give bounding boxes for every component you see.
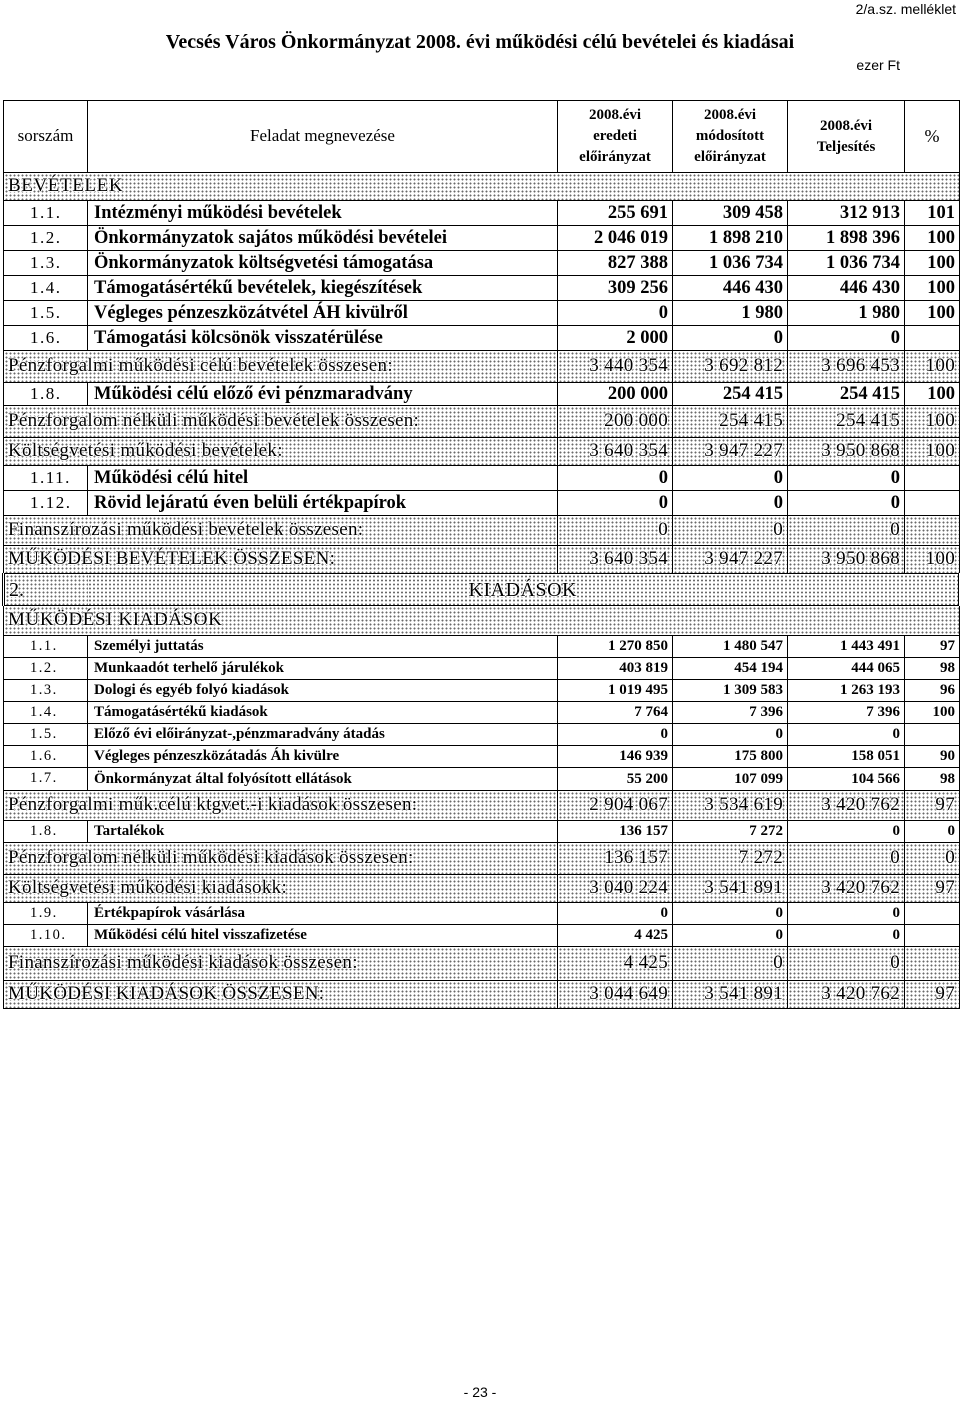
modified-appropriation-value: 175 800 <box>673 746 788 768</box>
line-item-row <box>4 903 960 925</box>
original-appropriation-value: 146 939 <box>558 746 673 768</box>
performance-percent-value <box>905 516 960 546</box>
item-name: Támogatási kölcsönök visszatérülése <box>88 326 558 351</box>
modified-appropriation-value: 107 099 <box>673 768 788 791</box>
performance-percent-value <box>905 903 960 925</box>
actual-performance-value: 3 696 453 <box>788 351 905 383</box>
performance-percent-value: 97 <box>905 875 960 903</box>
row-number: 1.7. <box>4 768 88 791</box>
performance-percent-value <box>905 491 960 516</box>
line-item-row <box>4 658 960 680</box>
line-item-row <box>4 201 960 226</box>
annex-label: 2/a.sz. melléklet <box>855 1 956 17</box>
original-appropriation-value: 309 256 <box>558 276 673 301</box>
item-name: Végleges pénzeszközátvétel ÁH kivülről <box>88 301 558 326</box>
expenditure-heading: MŰKÖDÉSI KIADÁSOK <box>4 606 960 636</box>
column-header-line: 2008.évi <box>703 107 757 123</box>
performance-percent-value: 98 <box>905 658 960 680</box>
modified-appropriation-value: 454 194 <box>673 658 788 680</box>
actual-performance-value: 0 <box>788 843 905 875</box>
column-header-line: 2008.évi <box>588 107 642 123</box>
original-appropriation-value: 0 <box>558 491 673 516</box>
line-item-row <box>4 746 960 768</box>
modified-appropriation-value: 1 980 <box>673 301 788 326</box>
modified-appropriation-value: 1 036 734 <box>673 251 788 276</box>
subtotal-row <box>4 947 960 981</box>
modified-appropriation-value: 446 430 <box>673 276 788 301</box>
column-header-line: előirányzat <box>694 149 766 165</box>
modified-appropriation-value: 0 <box>673 947 788 981</box>
item-name: Tartalékok <box>88 821 558 843</box>
item-name: Rövid lejáratú éven belüli értékpapírok <box>88 491 558 516</box>
subtotal-row <box>4 406 960 438</box>
original-appropriation-value: 3 044 649 <box>558 981 673 1009</box>
subtotal-label: Pénzforgalom nélküli működési bevételek összesen: <box>4 406 558 438</box>
item-name: Támogatásértékű bevételek, kiegészítések <box>88 276 558 301</box>
original-appropriation-value: 7 764 <box>558 702 673 724</box>
item-name: Támogatásértékű kiadások <box>88 702 558 724</box>
performance-percent-value: 100 <box>905 702 960 724</box>
section-title-row <box>4 574 960 606</box>
subtotal-row <box>4 438 960 466</box>
line-item-row <box>4 925 960 947</box>
item-name: Végleges pénzeszközátadás Áh kivülre <box>88 746 558 768</box>
subtotal-label: Finanszírozási működési bevételek összesen: <box>4 516 558 546</box>
column-header-line: eredeti <box>593 128 637 144</box>
actual-performance-value: 1 036 734 <box>788 251 905 276</box>
modified-appropriation-value: 3 534 619 <box>673 791 788 821</box>
column-header-line: módosított <box>695 128 765 144</box>
modified-appropriation-value: 0 <box>673 491 788 516</box>
actual-performance-value: 0 <box>788 466 905 491</box>
modified-appropriation-value: 3 541 891 <box>673 981 788 1009</box>
column-header-row <box>4 101 960 173</box>
performance-percent-value: 97 <box>905 981 960 1009</box>
item-name: Személyi juttatás <box>88 636 558 658</box>
original-appropriation-value: 255 691 <box>558 201 673 226</box>
original-appropriation-value: 0 <box>558 903 673 925</box>
modified-appropriation-value: 309 458 <box>673 201 788 226</box>
modified-appropriation-value: 0 <box>673 903 788 925</box>
row-number: 1.12. <box>4 491 88 516</box>
performance-percent-value: 100 <box>905 351 960 383</box>
column-header-number: sorszám <box>4 101 88 173</box>
performance-percent-value: 100 <box>905 546 960 574</box>
modified-appropriation-value: 1 480 547 <box>673 636 788 658</box>
subtotal-row <box>4 351 960 383</box>
modified-appropriation-value: 7 396 <box>673 702 788 724</box>
section-heading-row <box>4 173 960 201</box>
row-number: 1.6. <box>4 326 88 351</box>
actual-performance-value: 1 263 193 <box>788 680 905 702</box>
column-header-percent: % <box>905 101 960 173</box>
actual-performance-value: 7 396 <box>788 702 905 724</box>
actual-performance-value: 3 420 762 <box>788 981 905 1009</box>
actual-performance-value: 254 415 <box>788 406 905 438</box>
actual-performance-value: 158 051 <box>788 746 905 768</box>
original-appropriation-value: 2 904 067 <box>558 791 673 821</box>
original-appropriation-value: 3 640 354 <box>558 546 673 574</box>
performance-percent-value: 0 <box>905 843 960 875</box>
item-name: Működési célú hitel visszafizetése <box>88 925 558 947</box>
performance-percent-value: 97 <box>905 791 960 821</box>
actual-performance-value: 0 <box>788 724 905 746</box>
line-item-row <box>4 466 960 491</box>
actual-performance-value: 312 913 <box>788 201 905 226</box>
original-appropriation-value: 3 640 354 <box>558 438 673 466</box>
subtotal-row <box>4 516 960 546</box>
modified-appropriation-value: 1 309 583 <box>673 680 788 702</box>
original-appropriation-value: 403 819 <box>558 658 673 680</box>
line-item-row <box>4 276 960 301</box>
line-item-row <box>4 226 960 251</box>
actual-performance-value: 0 <box>788 925 905 947</box>
performance-percent-value: 96 <box>905 680 960 702</box>
document-title: Vecsés Város Önkormányzat 2008. évi működési célú bevételei és kiadásai <box>165 31 795 53</box>
modified-appropriation-value: 0 <box>673 925 788 947</box>
column-header-line: 2008.évi <box>819 117 873 134</box>
item-name: Munkaadót terhelő járulékok <box>88 658 558 680</box>
row-number: 1.1. <box>4 636 88 658</box>
actual-performance-value: 3 950 868 <box>788 438 905 466</box>
subtotal-row <box>4 875 960 903</box>
item-name: Működési célú hitel <box>88 466 558 491</box>
expenditure-heading-group <box>4 574 960 636</box>
row-number: 1.4. <box>4 276 88 301</box>
original-appropriation-value: 827 388 <box>558 251 673 276</box>
original-appropriation-value: 136 157 <box>558 821 673 843</box>
column-header-modified <box>673 101 788 173</box>
modified-appropriation-value: 3 947 227 <box>673 546 788 574</box>
modified-appropriation-value: 3 947 227 <box>673 438 788 466</box>
original-appropriation-value: 0 <box>558 466 673 491</box>
item-name: Működési célú előző évi pénzmaradvány <box>88 383 558 406</box>
row-number: 1.9. <box>4 903 88 925</box>
modified-appropriation-value: 0 <box>673 326 788 351</box>
column-header-original <box>558 101 673 173</box>
section-number: 2. <box>4 574 88 606</box>
line-item-row <box>4 491 960 516</box>
budget-table <box>2 100 960 1009</box>
actual-performance-value: 254 415 <box>788 383 905 406</box>
performance-percent-value: 101 <box>905 201 960 226</box>
actual-performance-value: 1 980 <box>788 301 905 326</box>
original-appropriation-value: 2 046 019 <box>558 226 673 251</box>
original-appropriation-value: 55 200 <box>558 768 673 791</box>
performance-percent-value: 100 <box>905 406 960 438</box>
column-header-actual <box>788 101 905 173</box>
actual-performance-value: 3 420 762 <box>788 791 905 821</box>
original-appropriation-value: 200 000 <box>558 406 673 438</box>
actual-performance-value: 444 065 <box>788 658 905 680</box>
original-appropriation-value: 0 <box>558 724 673 746</box>
performance-percent-value: 100 <box>905 383 960 406</box>
actual-performance-value: 1 898 396 <box>788 226 905 251</box>
row-number: 1.10. <box>4 925 88 947</box>
line-item-row <box>4 326 960 351</box>
section-heading-row <box>4 606 960 636</box>
performance-percent-value: 100 <box>905 276 960 301</box>
row-number: 1.2. <box>4 226 88 251</box>
actual-performance-value: 0 <box>788 903 905 925</box>
line-item-row <box>4 383 960 406</box>
actual-performance-value: 0 <box>788 326 905 351</box>
actual-performance-value: 446 430 <box>788 276 905 301</box>
actual-performance-value: 3 950 868 <box>788 546 905 574</box>
original-appropriation-value: 3 040 224 <box>558 875 673 903</box>
row-number: 1.6. <box>4 746 88 768</box>
original-appropriation-value: 4 425 <box>558 947 673 981</box>
row-number: 1.8. <box>4 821 88 843</box>
row-number: 1.8. <box>4 383 88 406</box>
subtotal-row <box>4 546 960 574</box>
performance-percent-value: 100 <box>905 301 960 326</box>
modified-appropriation-value: 3 692 812 <box>673 351 788 383</box>
original-appropriation-value: 2 000 <box>558 326 673 351</box>
row-number: 1.5. <box>4 724 88 746</box>
modified-appropriation-value: 0 <box>673 466 788 491</box>
revenue-heading-group <box>4 173 960 201</box>
performance-percent-value <box>905 326 960 351</box>
performance-percent-value <box>905 947 960 981</box>
subtotal-label: Pénzforgalmi működési célú bevételek összesen: <box>4 351 558 383</box>
modified-appropriation-value: 0 <box>673 724 788 746</box>
revenue-rows <box>4 201 960 574</box>
performance-percent-value: 97 <box>905 636 960 658</box>
actual-performance-value: 3 420 762 <box>788 875 905 903</box>
original-appropriation-value: 0 <box>558 301 673 326</box>
performance-percent-value: 100 <box>905 226 960 251</box>
item-name: Önkormányzat által folyósított ellátások <box>88 768 558 791</box>
actual-performance-value: 104 566 <box>788 768 905 791</box>
performance-percent-value: 98 <box>905 768 960 791</box>
line-item-row <box>4 251 960 276</box>
subtotal-row <box>4 981 960 1009</box>
actual-performance-value: 0 <box>788 491 905 516</box>
subtotal-label: MŰKÖDÉSI BEVÉTELEK ÖSSZESEN: <box>4 546 558 574</box>
actual-performance-value: 0 <box>788 516 905 546</box>
actual-performance-value: 0 <box>788 821 905 843</box>
original-appropriation-value: 3 440 354 <box>558 351 673 383</box>
subtotal-label: Költségvetési működési bevételek: <box>4 438 558 466</box>
modified-appropriation-value: 0 <box>673 516 788 546</box>
revenue-heading: BEVÉTELEK <box>4 173 960 201</box>
original-appropriation-value: 200 000 <box>558 383 673 406</box>
row-number: 1.3. <box>4 251 88 276</box>
page-number: - 23 - <box>463 1384 497 1400</box>
actual-performance-value: 0 <box>788 947 905 981</box>
subtotal-label: MŰKÖDÉSI KIADÁSOK ÖSSZESEN: <box>4 981 558 1009</box>
modified-appropriation-value: 254 415 <box>673 406 788 438</box>
modified-appropriation-value: 7 272 <box>673 843 788 875</box>
performance-percent-value: 100 <box>905 251 960 276</box>
subtotal-label: Finanszírozási működési kiadások összesen: <box>4 947 558 981</box>
row-number: 1.4. <box>4 702 88 724</box>
item-name: Intézményi működési bevételek <box>88 201 558 226</box>
modified-appropriation-value: 254 415 <box>673 383 788 406</box>
line-item-row <box>4 636 960 658</box>
actual-performance-value: 1 443 491 <box>788 636 905 658</box>
item-name: Önkormányzatok költségvetési támogatása <box>88 251 558 276</box>
column-header-name: Feladat megnevezése <box>88 101 558 173</box>
performance-percent-value <box>905 724 960 746</box>
item-name: Dologi és egyéb folyó kiadások <box>88 680 558 702</box>
subtotal-label: Pénzforgalom nélküli működési kiadások összesen: <box>4 843 558 875</box>
line-item-row <box>4 821 960 843</box>
modified-appropriation-value: 3 541 891 <box>673 875 788 903</box>
line-item-row <box>4 301 960 326</box>
expenditure-rows <box>4 636 960 1009</box>
original-appropriation-value: 4 425 <box>558 925 673 947</box>
performance-percent-value: 90 <box>905 746 960 768</box>
item-name: Értékpapírok vásárlása <box>88 903 558 925</box>
column-header-line: Teljesítés <box>816 138 876 155</box>
performance-percent-value <box>905 925 960 947</box>
original-appropriation-value: 1 019 495 <box>558 680 673 702</box>
performance-percent-value: 100 <box>905 438 960 466</box>
row-number: 1.11. <box>4 466 88 491</box>
row-number: 1.3. <box>4 680 88 702</box>
row-number: 1.5. <box>4 301 88 326</box>
original-appropriation-value: 1 270 850 <box>558 636 673 658</box>
performance-percent-value: 0 <box>905 821 960 843</box>
section-title: KIADÁSOK <box>88 574 960 606</box>
item-name: Önkormányzatok sajátos működési bevételei <box>88 226 558 251</box>
unit-label: ezer Ft <box>856 57 900 73</box>
row-number: 1.2. <box>4 658 88 680</box>
original-appropriation-value: 0 <box>558 516 673 546</box>
line-item-row <box>4 680 960 702</box>
row-number: 1.1. <box>4 201 88 226</box>
modified-appropriation-value: 1 898 210 <box>673 226 788 251</box>
item-name: Előző évi előirányzat-,pénzmaradvány átadás <box>88 724 558 746</box>
line-item-row <box>4 724 960 746</box>
subtotal-label: Pénzforgalmi műk.célú ktgvet.-i kiadások összesen: <box>4 791 558 821</box>
original-appropriation-value: 136 157 <box>558 843 673 875</box>
line-item-row <box>4 702 960 724</box>
column-header-line: előirányzat <box>579 149 651 165</box>
subtotal-row <box>4 791 960 821</box>
subtotal-label: Költségvetési működési kiadásokk: <box>4 875 558 903</box>
subtotal-row <box>4 843 960 875</box>
performance-percent-value <box>905 466 960 491</box>
modified-appropriation-value: 7 272 <box>673 821 788 843</box>
line-item-row <box>4 768 960 791</box>
